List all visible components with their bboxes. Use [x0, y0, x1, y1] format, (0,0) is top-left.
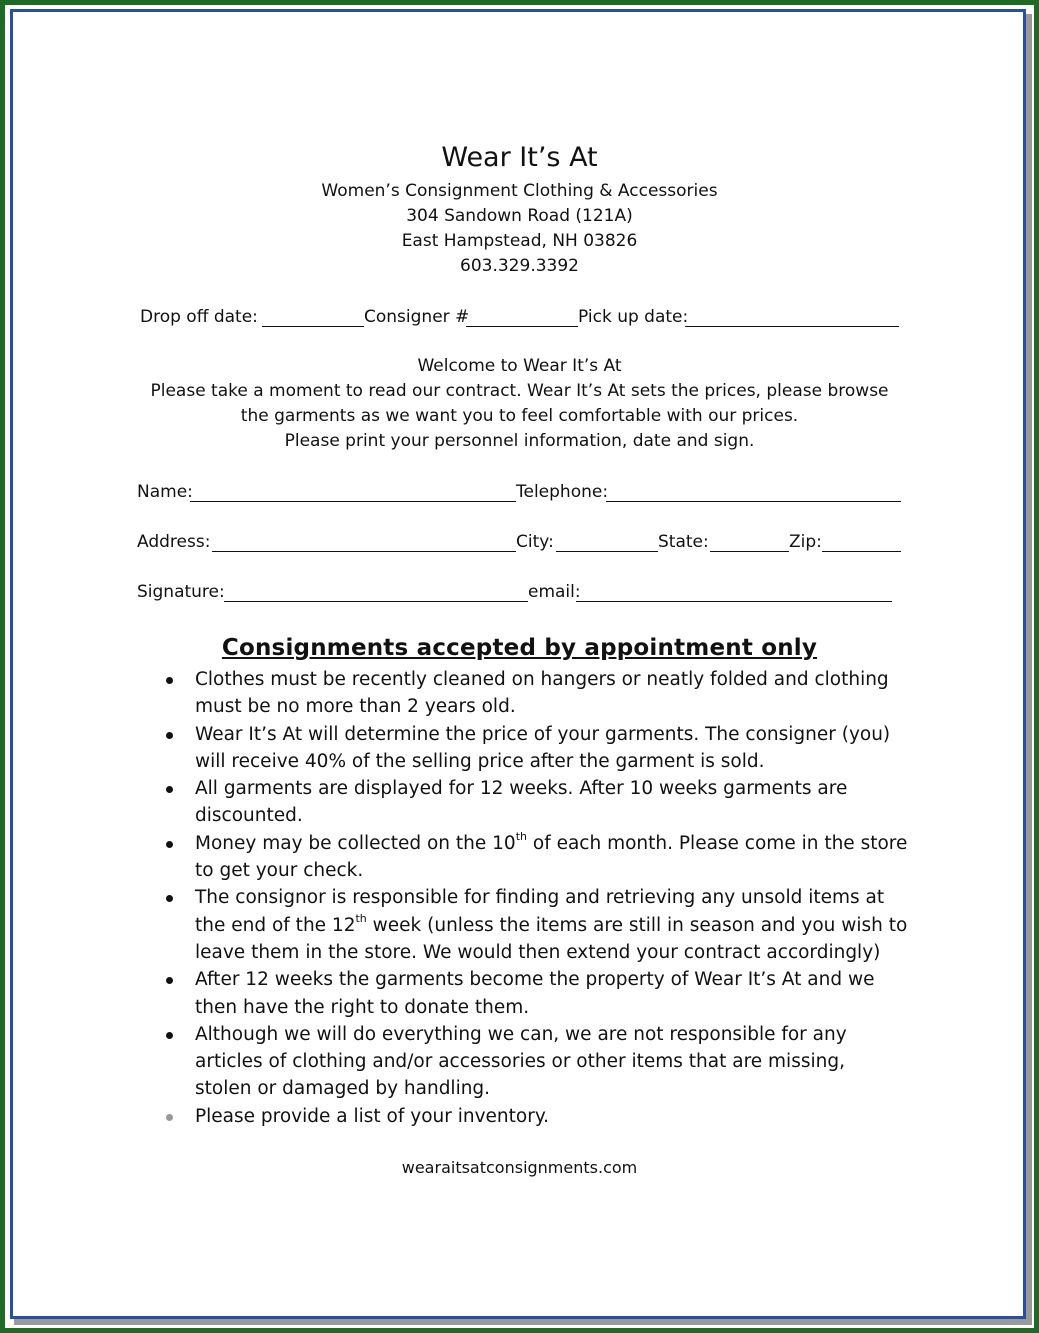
list-item	[166, 1103, 926, 1130]
list-item-text: Please provide a list of your inventory.	[195, 1105, 550, 1127]
list-item	[166, 721, 926, 776]
telephone-field[interactable]	[606, 501, 901, 502]
state-field[interactable]	[710, 551, 789, 552]
signature-field[interactable]	[224, 601, 528, 602]
terms-list	[166, 666, 926, 1130]
signature-row	[0, 580, 1039, 606]
welcome-line: Welcome to Wear It’s At	[417, 356, 622, 376]
list-item-text: Wear It’s At will determine the price of your garments. The consigner (you) will receive 40% of the selling price after the garment is sold.	[195, 723, 891, 772]
zip-label: Zip:	[789, 532, 822, 552]
bullet-icon	[166, 677, 173, 684]
list-item	[166, 775, 926, 830]
telephone-label: Telephone:	[516, 482, 609, 502]
bullet-icon	[166, 841, 173, 848]
state-label: State:	[658, 532, 709, 552]
list-item	[166, 966, 926, 1021]
name-field[interactable]	[190, 501, 516, 502]
address-field[interactable]	[212, 551, 516, 552]
pick-up-date-field[interactable]	[685, 326, 899, 327]
list-item	[166, 1021, 926, 1103]
list-item-text: All garments are displayed for 12 weeks. After 10 weeks garments are discounted.	[195, 778, 848, 827]
name-row	[0, 480, 1039, 506]
bullet-icon	[166, 1032, 173, 1039]
list-item-text: Although we will do everything we can, we are not responsible for any articles of clothing and/or accessories or other items that are missing, stolen or damaged by handling.	[195, 1023, 847, 1100]
consigner-number-field[interactable]	[466, 326, 578, 327]
bullet-icon	[166, 732, 173, 739]
welcome-line: Please print your personnel information, date and sign.	[284, 431, 755, 451]
name-label: Name:	[137, 482, 193, 502]
list-item	[166, 884, 926, 966]
list-item-text-part: week (unless the items are still in season and you wish to leave them in the store. We would then extend your contract accordingly)	[195, 914, 908, 963]
list-item-text-part: The consignor is responsible for finding and retrieving any unsold items at the end of the 12	[195, 887, 885, 936]
email-field[interactable]	[576, 601, 892, 602]
zip-field[interactable]	[822, 551, 901, 552]
list-item-text	[195, 830, 926, 885]
welcome-line: the garments as we want you to feel comfortable with our prices.	[240, 406, 799, 426]
bullet-icon	[166, 895, 173, 902]
ordinal-suffix: th	[515, 829, 527, 843]
bullet-icon	[166, 977, 173, 984]
list-item	[166, 830, 926, 885]
bullet-icon	[166, 1114, 173, 1121]
list-item-text: After 12 weeks the garments become the property of Wear It’s At and we then have the right to donate them.	[195, 969, 875, 1018]
address-label: Address:	[137, 532, 211, 552]
drop-off-date-label: Drop off date:	[140, 307, 258, 327]
list-item	[166, 666, 926, 721]
city-label: City:	[516, 532, 554, 552]
store-phone: 603.329.3392	[460, 256, 579, 276]
list-item-text-part: of each month. Please come in the store to get your check.	[195, 832, 908, 882]
store-address-line2: East Hampstead, NH 03826	[401, 231, 638, 251]
pick-up-date-label: Pick up date:	[578, 307, 689, 327]
list-item-text	[195, 884, 926, 966]
bullet-icon	[166, 786, 173, 793]
store-subtitle: Women’s Consignment Clothing & Accessories	[321, 181, 718, 201]
welcome-line: Please take a moment to read our contract. Wear It’s At sets the prices, please browse	[150, 381, 889, 401]
signature-label: Signature:	[137, 582, 225, 602]
address-row	[0, 530, 1039, 556]
website-footer: wearaitsatconsignments.com	[401, 1158, 638, 1177]
ordinal-suffix: th	[355, 911, 367, 925]
list-item-text: Clothes must be recently cleaned on hangers or neatly folded and clothing must be no more than 2 years old.	[195, 669, 889, 718]
consigner-number-label: Consigner #	[364, 307, 470, 327]
city-field[interactable]	[556, 551, 658, 552]
list-item-text-part: Money may be collected on the 10	[195, 832, 516, 854]
dates-row	[0, 305, 1039, 331]
store-address-line1: 304 Sandown Road (121A)	[406, 206, 633, 226]
store-title: Wear It’s At	[441, 142, 598, 173]
email-label: email:	[528, 582, 581, 602]
appointment-heading: Consignments accepted by appointment only	[221, 635, 818, 661]
drop-off-date-field[interactable]	[262, 326, 364, 327]
